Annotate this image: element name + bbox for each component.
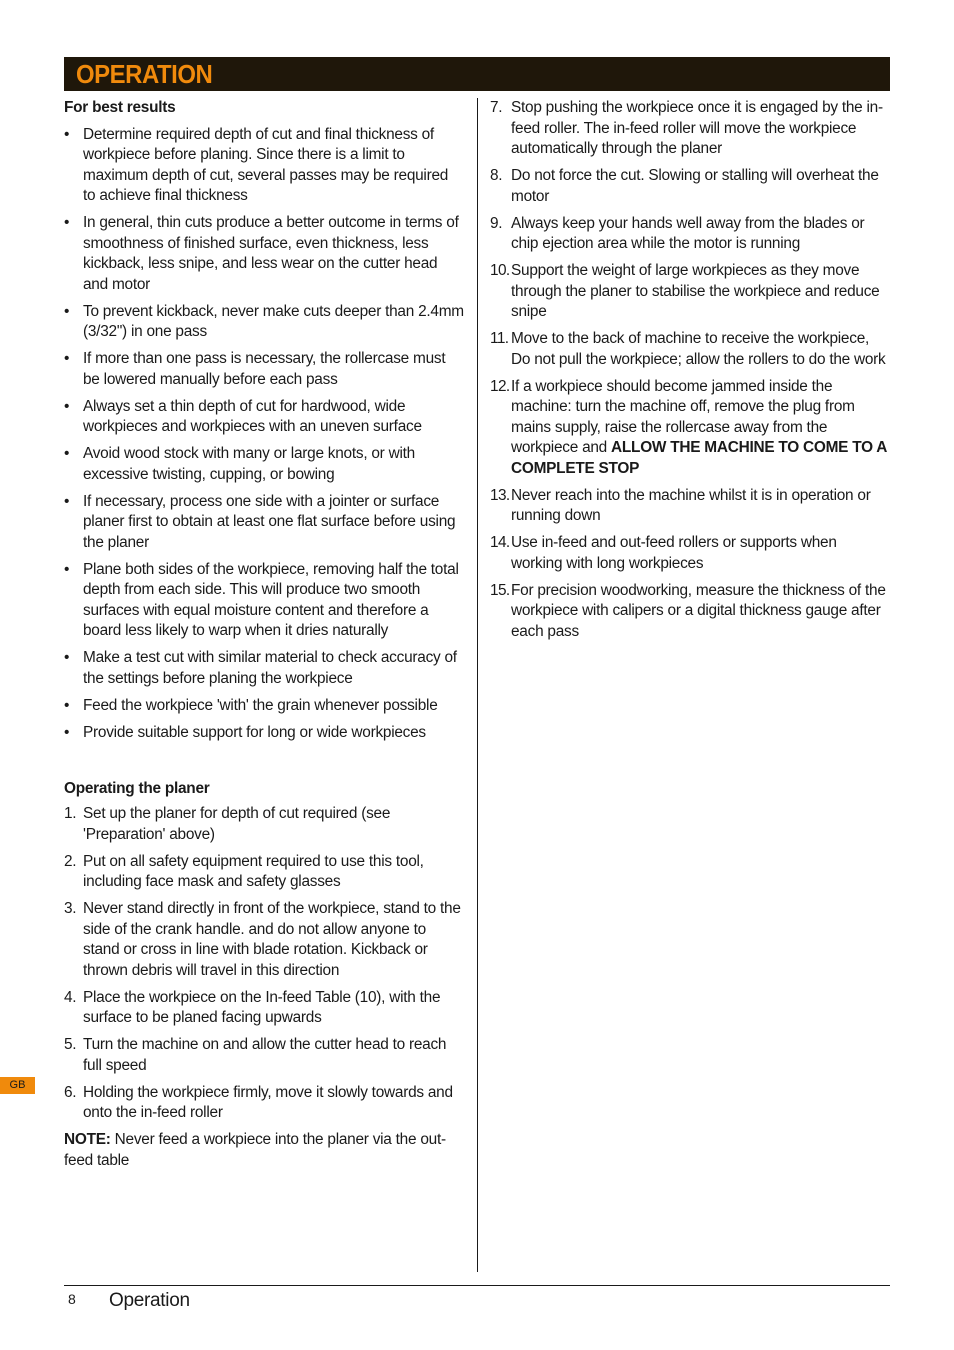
bullet-icon: • — [64, 125, 70, 143]
step-number: 7. — [490, 99, 503, 116]
list-item-text: Make a test cut with similar material to check accuracy of the settings before planing the workpiece — [83, 649, 457, 687]
step-number: 15. — [490, 581, 510, 599]
bullet-icon: • — [64, 350, 70, 367]
bullet-icon: • — [64, 492, 70, 510]
bullet-icon: • — [64, 397, 70, 415]
list-item-text: Plane both sides of the workpiece, removing half the total depth from each side. This will produce two smooth surfaces with equal moisture content and therefore a board less likely to warp when it dries naturally — [83, 560, 459, 639]
step-text: Place the workpiece on the In-feed Table (10), with the surface to be planed facing upwards — [83, 988, 441, 1026]
step-number: 14. — [490, 534, 510, 551]
step-text: Never reach into the machine whilst it is in operation or running down — [511, 486, 871, 524]
step-text: Put on all safety equipment required to use this tool, including face mask and safety glasses — [83, 852, 424, 890]
best-results-heading: For best results — [64, 99, 176, 116]
step-number: 9. — [490, 214, 503, 232]
bullet-icon: • — [64, 302, 70, 320]
list-item-text: If necessary, process one side with a jointer or surface planer first to obtain at least one flat surface before using the planer — [83, 492, 456, 551]
step-text: Turn the machine on and allow the cutter head to reach full speed — [83, 1036, 447, 1074]
step-item — [490, 533, 890, 574]
step-item — [64, 988, 464, 1029]
best-results-list — [64, 125, 464, 744]
bullet-icon: • — [64, 214, 70, 231]
list-item-text: If more than one pass is necessary, the rollercase must be lowered manually before each pass — [83, 350, 446, 388]
column-divider — [477, 98, 478, 1272]
step-item — [490, 98, 890, 160]
step-text: Never stand directly in front of the workpiece, stand to the side of the crank handle. and do not allow anyone to stand or cross in line with blade rotation. Kickback or thrown debris will travel in this direction — [83, 900, 461, 979]
list-item — [64, 492, 464, 554]
step-item — [64, 1083, 464, 1124]
list-item-text: To prevent kickback, never make cuts deeper than 2.4mm (3/32") in one pass — [83, 302, 464, 340]
list-item-text: Avoid wood stock with many or large knots, or with excessive twisting, cupping, or bowing — [83, 445, 415, 483]
list-item-text: Always set a thin depth of cut for hardwood, wide workpieces and workpieces with an uneven surface — [83, 397, 422, 435]
step-text: Move to the back of machine to receive the workpiece, Do not pull the workpiece; allow the rollers to do the work — [511, 330, 886, 368]
footer-rule — [64, 1285, 890, 1286]
step-text: Holding the workpiece firmly, move it slowly towards and onto the in-feed roller — [83, 1083, 453, 1121]
list-item — [64, 397, 464, 438]
step-item — [490, 486, 890, 527]
step-item — [490, 166, 890, 207]
step-item — [490, 581, 890, 643]
list-item-text: In general, thin cuts produce a better outcome in terms of smoothness of finished surface, even thickness, less kickback, less snipe, and less wear on the cutter head and motor — [83, 214, 459, 293]
left-column — [64, 98, 464, 1171]
step-number: 13. — [490, 486, 510, 504]
step-text: If a workpiece should become jammed inside the machine: turn the machine off, remove the plug from mains supply, raise the rollercase away from the workpiece and — [511, 377, 855, 456]
bullet-icon: • — [64, 560, 70, 578]
list-item — [64, 696, 464, 717]
step-number: 5. — [64, 1036, 77, 1053]
step-text: Set up the planer for depth of cut required (see 'Preparation' above) — [83, 805, 391, 843]
step-text: Always keep your hands well away from the blades or chip ejection area while the motor is running — [511, 214, 865, 252]
operating-heading: Operating the planer — [64, 779, 210, 797]
section-title: OPERATION — [76, 59, 213, 89]
step-number: 11. — [490, 330, 509, 347]
step-item — [64, 1035, 464, 1076]
step-text: For precision woodworking, measure the thickness of the workpiece with calipers or a digital thickness gauge after each pass — [511, 581, 886, 640]
step-number: 2. — [64, 852, 77, 870]
step-number: 10. — [490, 262, 510, 279]
page-number: 8 — [68, 1291, 76, 1307]
step-item — [490, 377, 890, 480]
section-header-bar — [64, 57, 890, 91]
step-number: 8. — [490, 167, 503, 184]
step-item — [490, 261, 890, 323]
list-item — [64, 560, 464, 642]
right-column — [490, 98, 890, 649]
list-item-text: Feed the workpiece 'with' the grain whenever possible — [83, 696, 438, 714]
step-number: 6. — [64, 1083, 77, 1101]
language-tab: GB — [0, 1077, 35, 1094]
step-text: Support the weight of large workpieces as they move through the planer to stabilise the workpiece and reduce snipe — [511, 262, 880, 320]
step-item — [64, 899, 464, 981]
step-number: 4. — [64, 988, 77, 1006]
step-text: Use in-feed and out-feed rollers or supports when working with long workpieces — [511, 534, 837, 572]
step-number: 1. — [64, 805, 77, 822]
list-item — [64, 349, 464, 390]
step-item — [64, 804, 464, 845]
step-item — [64, 852, 464, 893]
note-paragraph — [64, 1130, 464, 1171]
footer-section-name: Operation — [109, 1290, 190, 1311]
list-item — [64, 213, 464, 295]
note-label: NOTE: — [64, 1131, 111, 1148]
list-item — [64, 648, 464, 689]
operating-steps-right — [490, 98, 890, 642]
bullet-icon: • — [64, 445, 70, 462]
list-item — [64, 125, 464, 207]
bullet-icon: • — [64, 723, 70, 741]
list-item — [64, 444, 464, 485]
bullet-icon: • — [64, 696, 70, 714]
step-emphasis: ALLOW THE MACHINE TO COME TO A COMPLETE STOP — [511, 439, 887, 477]
list-item — [64, 302, 464, 343]
step-text: Stop pushing the workpiece once it is engaged by the in-feed roller. The in-feed roller will move the workpiece automatically through the planer — [511, 99, 883, 157]
operating-steps-left — [64, 804, 464, 1124]
list-item-text: Provide suitable support for long or wide workpieces — [83, 723, 426, 741]
step-item — [490, 214, 890, 255]
step-number: 12. — [490, 377, 510, 395]
list-item — [64, 723, 464, 744]
list-item-text: Determine required depth of cut and final thickness of workpiece before planing. Since there is a limit to maximum depth of cut, several passes may be required to achieve final thickness — [83, 125, 449, 204]
bullet-icon: • — [64, 649, 70, 666]
step-text: Do not force the cut. Slowing or stalling will overheat the motor — [511, 167, 879, 205]
step-number: 3. — [64, 900, 77, 917]
step-item — [490, 329, 890, 370]
note-text: Never feed a workpiece into the planer via the out-feed table — [64, 1131, 446, 1169]
